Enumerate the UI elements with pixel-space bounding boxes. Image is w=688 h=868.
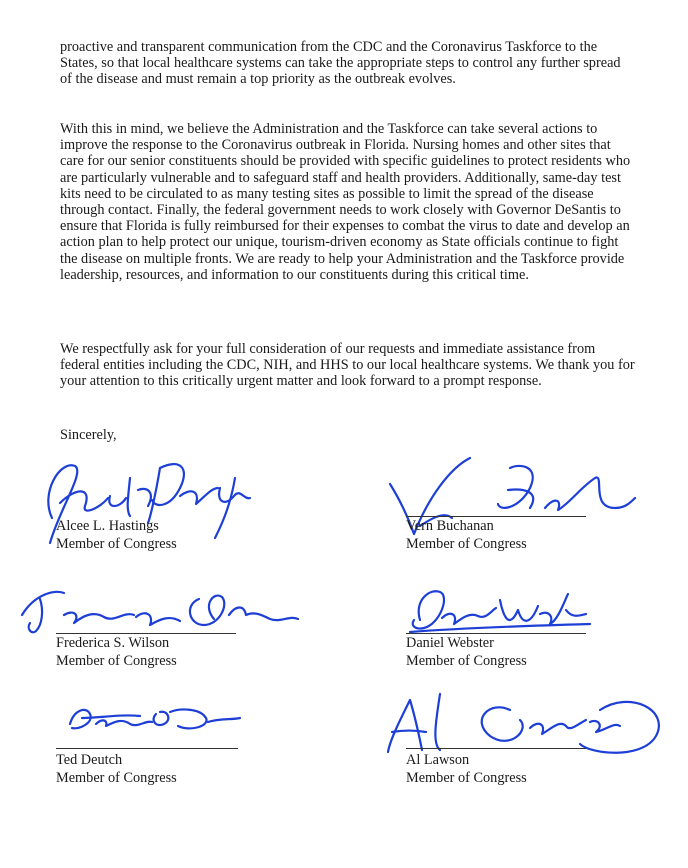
paragraph-3: We respectfully ask for your full consideration of our requests and immediate assistance from federal entities including the CDC, NIH, and HHS to our local healthcare systems. We thank you for your attention to this critically urgent matter and look forward to a prompt response. [60, 341, 635, 390]
signature-webster [400, 580, 600, 640]
signer-block-buchanan [406, 517, 527, 553]
signer-block-deutch [56, 751, 177, 787]
signer-title: Member of Congress [56, 770, 177, 786]
signer-title: Member of Congress [56, 536, 177, 552]
signature-line [56, 748, 238, 749]
signer-name: Frederica S. Wilson [56, 635, 170, 651]
signer-block-wilson [56, 634, 177, 670]
signer-name: Alcee L. Hastings [56, 518, 159, 534]
paragraph-1: proactive and transparent communication from the CDC and the Coronavirus Taskforce to the States, so that local healthcare systems can take the appropriate steps to control any further spread of the disease and must remain a top priority as the outbreak evolves. [60, 39, 621, 88]
signer-title: Member of Congress [406, 536, 527, 552]
closing: Sincerely, [60, 427, 117, 443]
signer-title: Member of Congress [56, 653, 177, 669]
signer-title: Member of Congress [406, 770, 527, 786]
signature-line [406, 633, 586, 634]
signature-line [406, 516, 586, 517]
signer-name: Ted Deutch [56, 752, 123, 768]
signer-block-webster [406, 634, 527, 670]
signer-title: Member of Congress [406, 653, 527, 669]
signature-line [56, 633, 236, 634]
signer-block-hastings [56, 517, 177, 553]
signer-name: Daniel Webster [406, 635, 494, 651]
signer-block-lawson [406, 751, 527, 787]
signer-name: Vern Buchanan [406, 518, 494, 534]
signature-line [406, 748, 586, 749]
paragraph-2: With this in mind, we believe the Administration and the Taskforce can take several actions to improve the response to the Coronavirus outbreak in Florida. Nursing homes and other sites that care for our senior constituents should be provided with specific guidelines to protect residents who are particularly vulnerable and to safeguard staff and health providers. Additionally, same-day test kits need to be circulated to as many testing sites as possible to limit the spread of the disease through contact. Finally, the federal government needs to work closely with Governor DeSantis to ensure that Florida is fully reimbursed for their expenses to combat the virus to date and develop an action plan to help protect our unique, tourism-driven economy as State officials continue to fight the disease on multiple fronts. We are ready to help your Administration and the Taskforce provide leadership, resources, and information to our constituents during this critical time. [60, 121, 631, 283]
signer-name: Al Lawson [406, 752, 470, 768]
signature-deutch [60, 698, 250, 738]
